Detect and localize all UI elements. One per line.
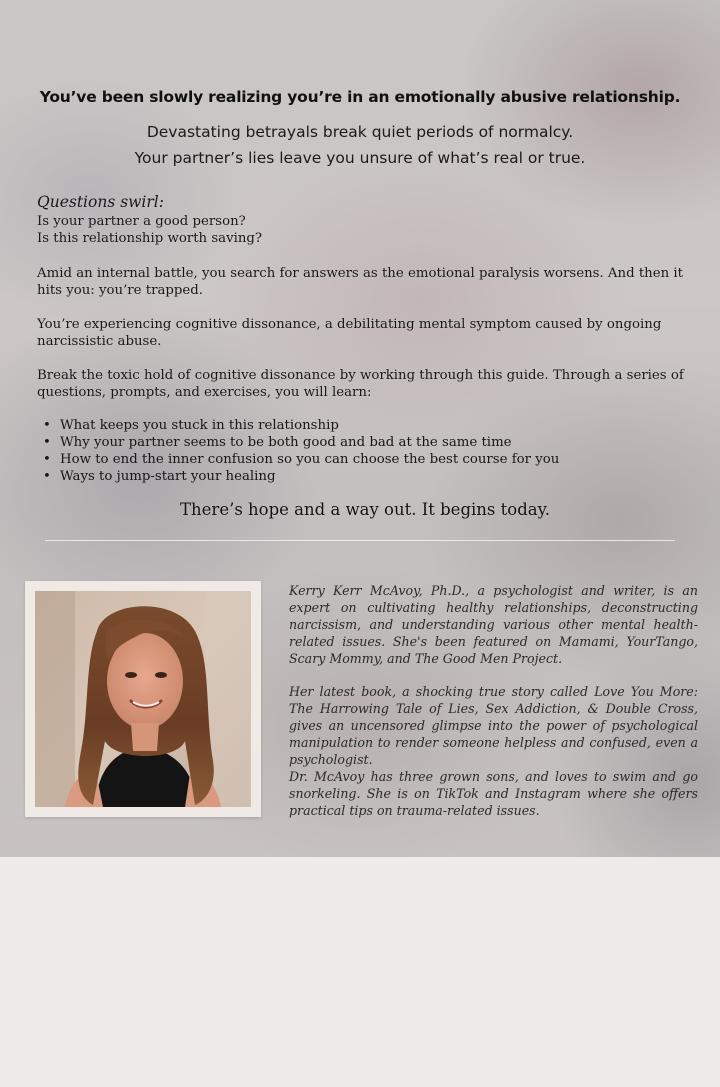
body-paragraph: Break the toxic hold of cognitive dissonance by working through this guide. Through a series of questions, prompts, and exercises, you will learn: — [37, 368, 684, 400]
question-item: Is this relationship worth saving? — [37, 231, 263, 246]
questions-heading: Questions swirl: — [37, 193, 164, 211]
cover-heading: You’ve been slowly realizing you’re in an emotionally abusive relationship. — [39, 88, 681, 106]
subtitle-line-2: Your partner’s lies leave you unsure of what’s real or true. — [134, 149, 586, 167]
subtitle-line-1: Devastating betrayals break quiet periods of normalcy. — [146, 123, 574, 141]
body-paragraph: Amid an internal battle, you search for answers as the emotional paralysis worsens. And then it hits you: you’re trapped. — [37, 266, 683, 298]
tagline: There’s hope and a way out. It begins today. — [180, 500, 550, 519]
list-item: • What keeps you stuck in this relationship — [40, 417, 559, 434]
learn-list — [40, 417, 559, 485]
author-photo-frame — [25, 581, 261, 817]
list-item: • Ways to jump-start your healing — [40, 468, 559, 485]
author-bio-paragraph: Kerry Kerr McAvoy, Ph.D., a psychologist and writer, is an expert on cultivating healthy relationships, deconstructing narcissism, and understanding various other mental health-related issues. She's been featured on Mamami, YourTango, Scary Mommy, and The Good Men Project. — [289, 583, 698, 666]
author-bio-paragraph: Her latest book, a shocking true story called Love You More: The Harrowing Tale of Lies, Sex Addiction, & Double Cross, gives an uncensored glimpse into the power of psychological manipulation to render someone helpless and confused, even a psychologist. — [289, 684, 698, 767]
author-photo-icon — [35, 591, 251, 807]
divider — [45, 540, 675, 541]
author-bio-paragraph: Dr. McAvoy has three grown sons, and loves to swim and go snorkeling. She is on TikTok and Instagram where she offers practical tips on trauma-related issues. — [289, 769, 698, 818]
body-paragraph: You’re experiencing cognitive dissonance, a debilitating mental symptom caused by ongoing narcissistic abuse. — [37, 317, 662, 349]
list-item: • Why your partner seems to be both good and bad at the same time — [40, 434, 559, 451]
list-item: • How to end the inner confusion so you can choose the best course for you — [40, 451, 559, 468]
question-item: Is your partner a good person? — [37, 214, 246, 229]
